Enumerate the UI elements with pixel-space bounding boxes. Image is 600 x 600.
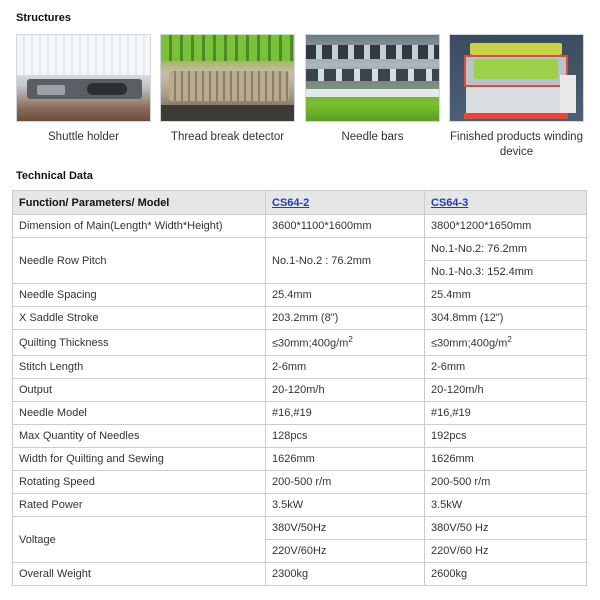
row-label: Width for Quilting and Sewing	[13, 448, 266, 471]
needle-bars-image	[305, 34, 440, 122]
gallery-caption: Thread break detector	[170, 131, 285, 143]
gallery-caption: Needle bars	[341, 131, 404, 143]
header-model-cs64-3	[425, 191, 587, 215]
row-label: Stitch Length	[13, 356, 266, 379]
row-value-cs64-3: 192pcs	[425, 425, 587, 448]
thickness-value: ≤30mm;400g/m	[272, 337, 349, 350]
table-row	[13, 517, 587, 540]
row-value-cs64-2: 20-120m/h	[266, 379, 425, 402]
row-value-cs64-2: 3.5kW	[266, 494, 425, 517]
table-row	[13, 563, 587, 586]
row-label: Voltage	[13, 517, 266, 563]
row-value-cs64-3: 3800*1200*1650mm	[425, 215, 587, 238]
row-value-cs64-3: 380V/50 Hz	[425, 517, 587, 540]
thickness-value: ≤30mm;400g/m	[431, 337, 508, 350]
row-value-cs64-2: 220V/60Hz	[266, 540, 425, 563]
row-value-cs64-2: No.1-No.2 : 76.2mm	[266, 238, 425, 284]
row-label: Overall Weight	[13, 563, 266, 586]
table-row	[13, 330, 587, 356]
table-row	[13, 448, 587, 471]
shuttle-holder-image	[16, 34, 151, 122]
technical-data-table-wrap	[12, 190, 586, 586]
superscript: 2	[348, 335, 353, 345]
table-row	[13, 284, 587, 307]
row-label: Rotating Speed	[13, 471, 266, 494]
row-label: Dimension of Main(Length* Width*Height)	[13, 215, 266, 238]
row-value-cs64-3: 304.8mm (12")	[425, 307, 587, 330]
gallery-item-thread-break-detector[interactable]	[160, 34, 295, 145]
table-row	[13, 307, 587, 330]
table-row	[13, 425, 587, 448]
row-value-cs64-3: 20-120m/h	[425, 379, 587, 402]
row-value-cs64-3: No.1-No.3: 152.4mm	[425, 261, 587, 284]
header-model-cs64-2	[266, 191, 425, 215]
table-header-row	[13, 191, 587, 215]
row-label: Max Quantity of Needles	[13, 425, 266, 448]
model-cs64-2-link[interactable]: CS64-2	[272, 196, 310, 209]
header-param: Function/ Parameters/ Model	[13, 191, 266, 215]
row-value-cs64-2: 25.4mm	[266, 284, 425, 307]
row-value-cs64-3: No.1-No.2: 76.2mm	[425, 238, 587, 261]
row-label: X Saddle Stroke	[13, 307, 266, 330]
table-row	[13, 402, 587, 425]
model-cs64-3-link[interactable]: CS64-3	[431, 196, 469, 209]
row-label: Quilting Thickness	[13, 330, 266, 356]
technical-data-table	[12, 190, 587, 586]
row-value-cs64-2	[266, 330, 425, 356]
gallery-caption: Shuttle holder	[48, 131, 119, 143]
row-value-cs64-2: #16,#19	[266, 402, 425, 425]
row-label: Needle Model	[13, 402, 266, 425]
row-value-cs64-2: 128pcs	[266, 425, 425, 448]
thread-break-detector-image	[160, 34, 295, 122]
row-value-cs64-3: #16,#19	[425, 402, 587, 425]
row-value-cs64-2: 2-6mm	[266, 356, 425, 379]
structures-heading: Structures	[16, 12, 72, 24]
row-value-cs64-2: 3600*1100*1600mm	[266, 215, 425, 238]
table-row	[13, 494, 587, 517]
row-value-cs64-3: 1626mm	[425, 448, 587, 471]
row-value-cs64-3: 3.5kW	[425, 494, 587, 517]
row-value-cs64-3: 25.4mm	[425, 284, 587, 307]
row-value-cs64-3: 220V/60 Hz	[425, 540, 587, 563]
row-value-cs64-2: 2300kg	[266, 563, 425, 586]
row-value-cs64-2: 380V/50Hz	[266, 517, 425, 540]
row-label: Output	[13, 379, 266, 402]
table-row	[13, 215, 587, 238]
row-value-cs64-2: 1626mm	[266, 448, 425, 471]
gallery-caption: Finished products winding device	[450, 131, 583, 158]
row-label: Rated Power	[13, 494, 266, 517]
winding-device-image	[449, 34, 584, 122]
gallery-item-needle-bars[interactable]	[305, 34, 440, 145]
row-label: Needle Row Pitch	[13, 238, 266, 284]
table-row	[13, 379, 587, 402]
table-row	[13, 356, 587, 379]
table-row	[13, 238, 587, 261]
row-value-cs64-3: 2600kg	[425, 563, 587, 586]
row-value-cs64-3: 200-500 r/m	[425, 471, 587, 494]
row-value-cs64-3: 2-6mm	[425, 356, 587, 379]
superscript: 2	[507, 335, 512, 345]
gallery-item-shuttle-holder[interactable]	[16, 34, 151, 145]
row-value-cs64-3	[425, 330, 587, 356]
row-label: Needle Spacing	[13, 284, 266, 307]
technical-data-heading: Technical Data	[16, 170, 93, 182]
structures-gallery	[16, 34, 586, 164]
row-value-cs64-2: 203.2mm (8")	[266, 307, 425, 330]
row-value-cs64-2: 200-500 r/m	[266, 471, 425, 494]
table-row	[13, 471, 587, 494]
gallery-item-winding-device[interactable]	[449, 34, 584, 160]
